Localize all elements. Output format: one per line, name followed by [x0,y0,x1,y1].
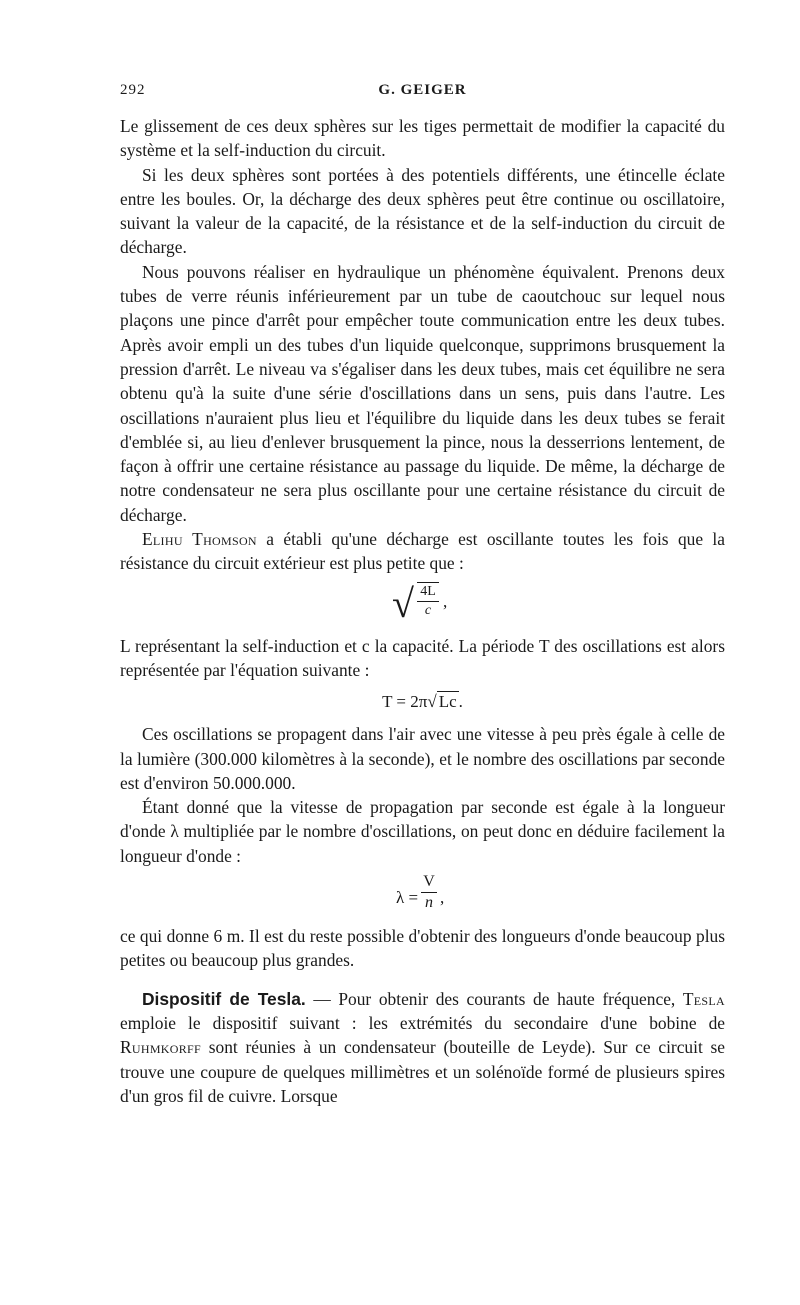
fraction-v-over-n [421,872,437,913]
equation-punctuation: , [440,888,445,908]
fraction-denominator: c [424,602,432,618]
equation-lhs: λ = [396,888,419,908]
equation-period-expression [382,682,463,722]
radical-sign: √ [392,580,414,626]
paragraph-representant: L représentant la self-induction et c la capacité. La période T des oscillations est alors représentée par l'équation suivante : [120,635,725,680]
page-number: 292 [120,82,146,98]
equation-lhs: T = 2π [382,692,428,712]
running-title-author: G. GEIGER [378,82,467,98]
author-name-thomson: Elihu Thomson [142,529,257,550]
equation-punctuation: . [458,692,463,712]
fraction-numerator: 4L [417,583,439,602]
author-name-ruhmkorff: Ruhmkorff [120,1037,201,1058]
paragraph-oscillations: Ces oscillations se propagent dans l'air avec une vitesse à peu près égale à celle de la lumière (300.000 kilomètres à la seconde), et le nombre des oscillations par seconde est d'environ 50.000.000. [120,724,725,793]
equation-punctuation: , [443,591,448,611]
equation-period [120,682,725,722]
paragraph-ce-qui-donne: ce qui donne 6 m. Il est du reste possible d'obtenir des longueurs d'onde beaucoup plus petites ou beaucoup plus grandes. [120,926,725,971]
paragraph-spheres: Si les deux sphères sont portées à des potentiels différents, une étincelle éclate entre les boules. Or, la décharge des deux sphères peut être continue ou oscillatoire, suivant la valeur de la capacité, de la résistance et de la self-induction du circuit de décharge. [120,164,725,258]
running-header [120,82,725,106]
tesla-text-2: emploie le dispositif suivant : les extrémités du secondaire d'une bobine de [120,1012,725,1033]
paragraph-tesla [120,987,725,1108]
author-name-tesla: Tesla [682,988,725,1009]
paragraph-hydraulique: Nous pouvons réaliser en hydraulique un phénomène équivalent. Prenons deux tubes de verre réunis inférieurement par un tube de caoutchouc sur lequel nous plaçons une pince d'arrêt pour empêcher toute communication entre les deux tubes. Après avoir empli un des tubes d'un liquide quelconque, supprimons brusquement la pression d'arrêt. Le niveau va s'égaliser dans les deux tubes, mais cet équilibre ne sera obtenu qu'à la suite d'une série d'oscillations dans un sens, puis dans l'autre. Les oscillations n'auraient plus lieu et l'équilibre du liquide dans les deux tubes se ferait d'emblée si, au lieu d'enlever brusquement la pince, nous la desserrions lentement, de façon à offrir une certaine résistance au passage du liquide. De même, la décharge de notre condensateur ne sera plus oscillante pour une certaine résistance du circuit de décharge. [120,261,725,525]
section-heading-tesla: Dispositif de Tesla. [142,988,306,1009]
paragraph-glissement: Le glissement de ces deux sphères sur les tiges permettait de modifier la capacité du système et la self-induction du circuit. [120,116,725,161]
section-gap [120,973,725,987]
body-text [120,114,725,1108]
radicand: Lc [438,692,457,712]
fraction-numerator: V [421,872,437,893]
fraction-denominator: n [425,894,433,912]
thomson-text: a établi qu'une décharge est oscillante toutes les fois que la résistance du circuit extérieur est plus petite que : [120,529,725,574]
equation-resistance-limit [120,576,725,634]
paragraph-thomson [120,527,725,576]
radical-sign: √ [427,692,437,712]
fraction-4l-over-c [417,582,439,620]
paragraph-etant-donne: Étant donné que la vitesse de propagation par seconde est égale à la longueur d'onde λ multipliée par le nombre d'oscillations, on peut donc en déduire facilement la longueur d'onde : [120,797,725,866]
heading-dash: — [305,988,339,1009]
tesla-text-1: Pour obtenir des courants de haute fréquence, [338,988,683,1009]
tesla-text-3: sont réunies à un condensateur (bouteille de Leyde). Sur ce circuit se trouve une coupure de quelques millimètres et un solénoïde formé de plusieurs spires d'un gros fil de cuivre. Lorsque [120,1037,725,1106]
equation-wavelength [120,868,725,924]
